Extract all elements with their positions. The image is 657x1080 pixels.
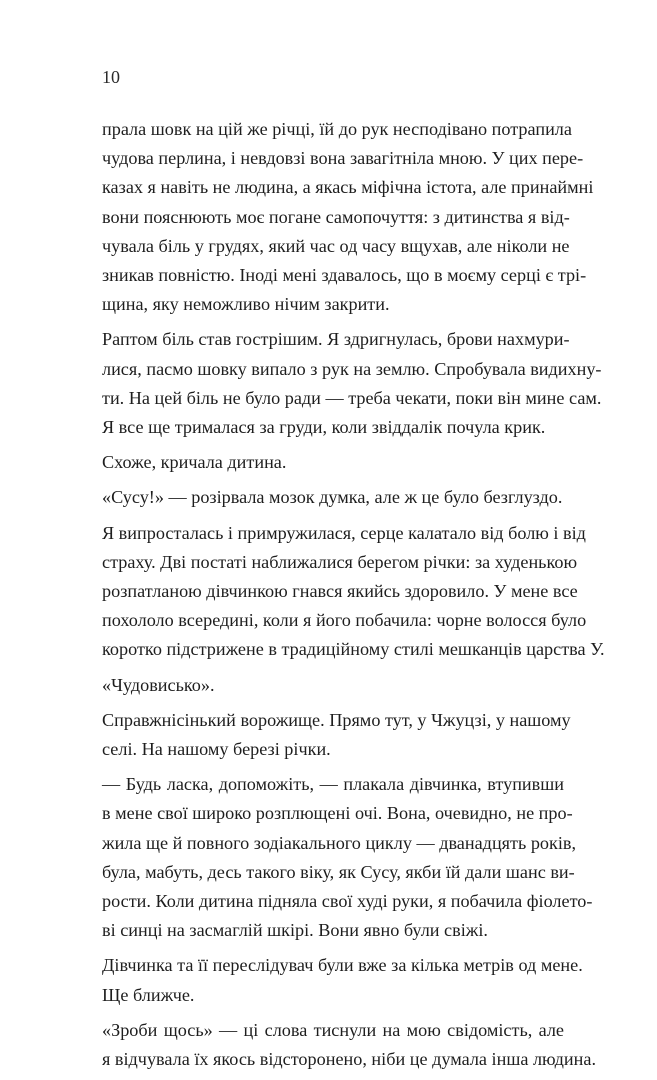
text-line: страху. Дві постаті наближалися берегом річки: за худенькою [102, 551, 578, 572]
text-line: чувала біль у грудях, який час од часу вщухав, але ніколи не [102, 235, 570, 256]
text-line: «Зроби щось» — ці слова тиснули на мою свідомість, але [102, 1019, 564, 1040]
page-number: 10 [102, 67, 120, 87]
paragraph [102, 951, 583, 1009]
paragraph [102, 770, 593, 945]
paragraph [102, 448, 564, 477]
text-line: Справжнісінький ворожище. Прямо тут, у Чжуцзі, у нашому [102, 709, 571, 730]
text-line: Раптом біль став гострішим. Я здригнулась, брови нахмури- [102, 329, 570, 350]
text-line: Я випросталась і примружилася, серце калатало від болю і від [102, 522, 586, 543]
text-line: Ще ближче. [102, 984, 195, 1005]
text-line: щина, яку неможливо нічим закрити. [102, 294, 390, 315]
body-text [102, 115, 605, 1080]
text-line: «Чудовисько». [102, 674, 215, 695]
text-line: ти. На цей біль не було ради — треба чекати, поки він мине сам. [102, 387, 602, 408]
paragraph [102, 706, 571, 764]
text-line: казах я навіть не людина, а якась міфічна істота, але принаймні [102, 177, 594, 198]
text-line: жила ще й повного зодіакального циклу — дванадцять років, [102, 832, 577, 853]
text-line: вони пояснюють моє погане самопочуття: з дитинства я від- [102, 206, 570, 227]
text-line: прала шовк на цій же річці, їй до рук несподівано потрапила [102, 119, 572, 139]
text-line: Дівчинка та її переслідувач були вже за кілька метрів од мене. [102, 955, 583, 976]
text-line: зникав повністю. Іноді мені здавалось, що в моєму серці є трі- [102, 265, 587, 286]
text-line: — Будь ласка, допоможіть, — плакала дівчинка, втупивши [102, 774, 564, 795]
paragraph [102, 325, 602, 442]
paragraph [102, 483, 564, 512]
text-line: я відчувала їх якось відсторонено, ніби це думала інша людина. [102, 1049, 597, 1070]
text-line: Схоже, кричала дитина. [102, 452, 287, 473]
text-line: розпатланою дівчинкою гнався якийсь здоровило. У мене все [102, 581, 578, 602]
text-line: селі. На нашому березі річки. [102, 739, 331, 760]
text-line: похололо всередині, коли я його побачила: чорне волосся було [102, 610, 587, 631]
text-line: лися, пасмо шовку випало з рук на землю. Спробувала видихну- [102, 358, 602, 379]
text-line: «Сусу!» — розірвала мозок думка, але ж це було безглуздо. [102, 487, 563, 508]
text-line: Я все ще трималася за груди, коли звіддалік почула крик. [102, 417, 546, 438]
text-line: коротко підстрижене в традиційному стилі мешканців царства У. [102, 639, 605, 660]
paragraph [102, 1016, 597, 1074]
paragraph [102, 519, 605, 665]
text-line: рости. Коли дитина підняла свої худі руки, я побачила фіолето- [102, 891, 593, 912]
text-line: в мене свої широко розплющені очі. Вона, очевидно, не про- [102, 803, 573, 824]
paragraph [102, 115, 594, 319]
text-line: була, мабуть, десь такого віку, як Сусу, якби їй дали шанс ви- [102, 861, 575, 882]
text-line: ві синці на засмаглій шкірі. Вони явно були свіжі. [102, 920, 488, 941]
text-line: чудова перлина, і невдовзі вона завагітніла мною. У цих пере- [102, 148, 584, 169]
paragraph [102, 671, 564, 700]
